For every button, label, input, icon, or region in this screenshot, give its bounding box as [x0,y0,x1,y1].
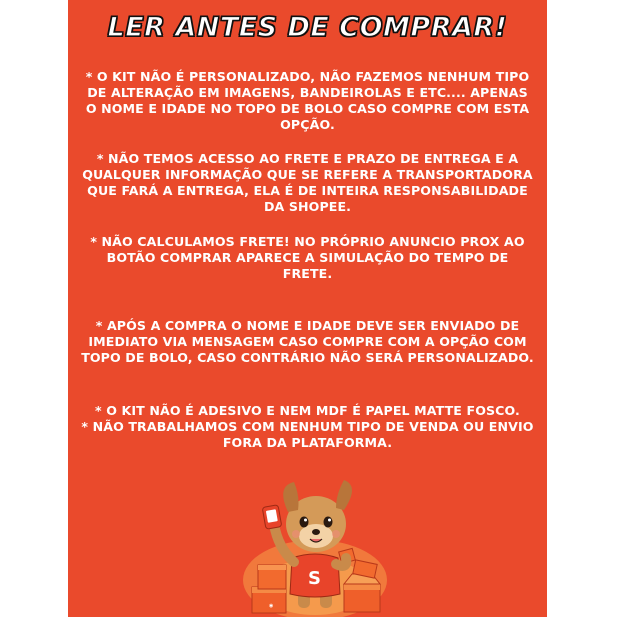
notice-paragraph-name-age: * APÓS A COMPRA O NOME E IDADE DEVE SER ENVIADO DE IMEDIATO VIA MENSAGEM CASO COMPRE COM A OPÇÃO COM TOPO DE BOLO, CASO CONTRÁRIO NÃO SERÁ PERSONALIZADO. [81,318,534,365]
shopee-dog-mascot-illustration [240,462,390,617]
notice-paragraph-customization: * O KIT NÃO É PERSONALIZADO, NÃO FAZEMOS NENHUM TIPO DE ALTERAÇÃO EM IMAGENS, BANDEIROLAS E ETC.... APENAS O NOME E IDADE NO TOPO DE BOLO CASO COMPRE COM ESTA OPÇÃO. [85,69,530,132]
notice-paragraph-material: * O KIT NÃO É ADESIVO E NEM MDF É PAPEL MATTE FOSCO. [95,403,520,418]
shirt-letter: S [308,568,321,589]
notice-paragraph-freight-calc: * NÃO CALCULAMOS FRETE! NO PRÓPRIO ANUNCIO PROX AO BOTÃO COMPRAR APARECE A SIMULAÇÃO DO TEMPO DE FRETE. [90,234,525,281]
eye-right [324,517,333,528]
notice-panel [68,0,547,617]
notice-paragraph-platform-only: * NÃO TRABALHAMOS COM NENHUM TIPO DE VENDA OU ENVIO FORA DA PLATAFORMA. [81,419,534,450]
eye-left [300,517,309,528]
box-logo-icon: ◉ [269,603,274,609]
notice-paragraph-shipping-access: * NÃO TEMOS ACESSO AO FRETE E PRAZO DE ENTREGA E A QUALQUER INFORMAÇÃO QUE SE REFERE A TRANSPORTADORA QUE FARÁ A ENTREGA, ELA É DE INTEIRA RESPONSABILIDADE DA SHOPEE. [82,151,533,214]
page-title: LER ANTES DE COMPRAR! [107,12,508,43]
